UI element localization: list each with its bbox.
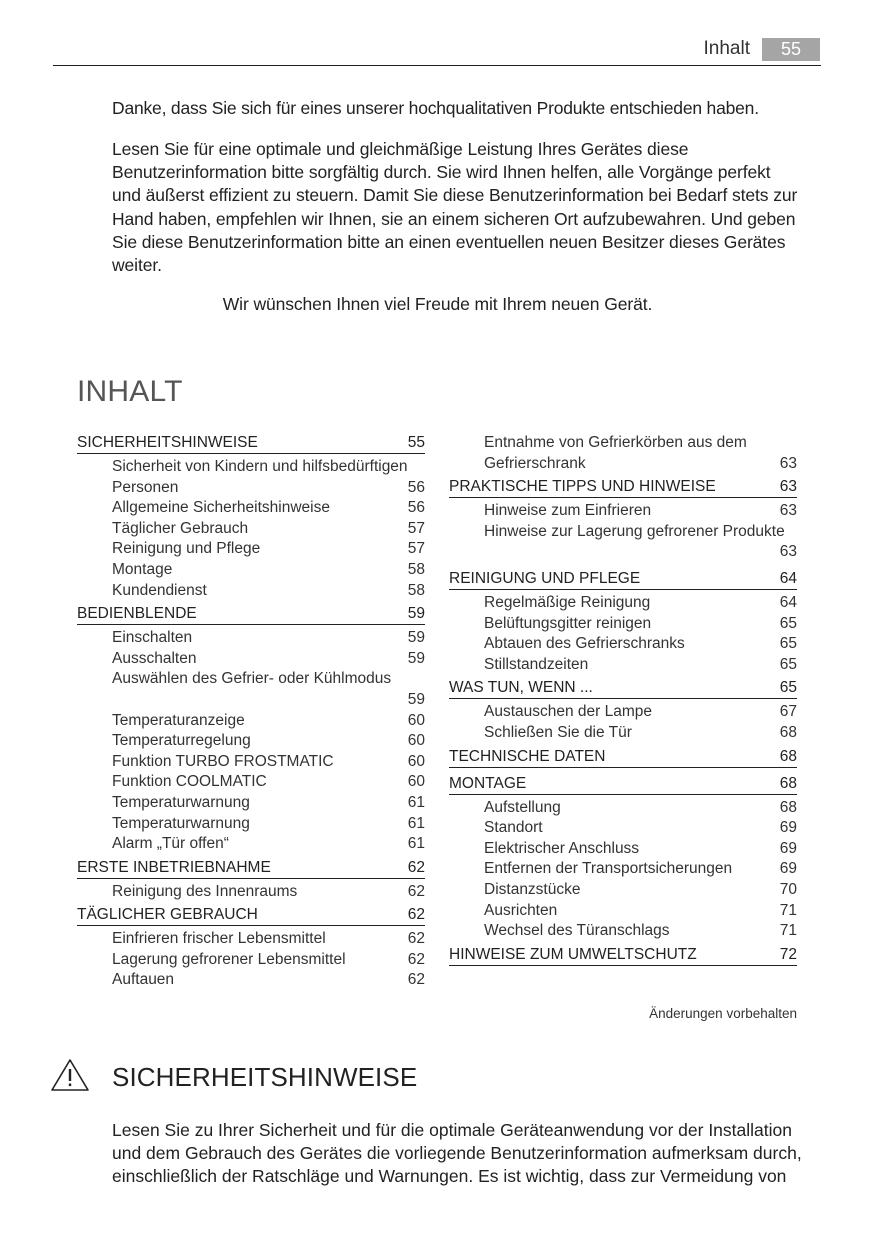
toc-entry-title: Hinweise zur Lagerung gefrorener Produkte <box>484 522 785 540</box>
intro-thanks: Danke, dass Sie sich für eines unserer hochqualitativen Produkte entschieden haben. <box>112 98 759 118</box>
toc-entry-page: 60 <box>407 732 425 750</box>
toc-entry-page: 59 <box>407 629 425 647</box>
toc-entry[interactable] <box>77 929 425 950</box>
toc-entry-title: Distanzstücke <box>484 880 581 898</box>
toc-entry-title: Auswählen des Gefrier- oder Kühlmodus <box>112 670 392 688</box>
toc-section-page: 72 <box>779 945 797 963</box>
toc-entry[interactable] <box>77 882 425 903</box>
toc-entry-title: Standort <box>484 819 543 837</box>
toc-entry-page: 60 <box>407 773 425 791</box>
toc-section[interactable] <box>77 858 425 879</box>
toc-entry-page: 64 <box>779 593 797 611</box>
toc-entry-page: 60 <box>407 711 425 729</box>
intro-wish: Wir wünschen Ihnen viel Freude mit Ihrem neuen Gerät. <box>222 294 653 314</box>
safety-paragraph: Lesen Sie zu Ihrer Sicherheit und für die optimale Geräteanwendung vor der Installation und dem Gebrauch des Gerätes die vorliegende Benutzerinformation aufmerksam durch, einschließlich der Ratschläge und Warnungen. Es ist wichtig, dass zur Vermeidung von <box>112 1120 802 1186</box>
section-title: SICHERHEITSHINWEISE <box>112 1062 418 1092</box>
toc-section-title: REINIGUNG UND PFLEGE <box>449 569 641 587</box>
toc-entry[interactable] <box>77 834 425 855</box>
toc-entry-title: Funktion TURBO FROSTMATIC <box>112 752 334 770</box>
toc-entry[interactable] <box>77 752 425 773</box>
header-divider <box>53 65 821 66</box>
toc-entry-page: 67 <box>779 703 797 721</box>
toc-entry-title: Austauschen der Lampe <box>484 703 653 721</box>
toc-entry[interactable] <box>77 628 425 649</box>
toc-entry-title: Reinigung des Innenraums <box>112 882 298 900</box>
toc-entry-title: Kundendienst <box>112 581 207 599</box>
toc-entry[interactable] <box>449 818 797 839</box>
toc-entry[interactable] <box>449 522 797 563</box>
toc-entry[interactable] <box>77 970 425 991</box>
toc-entry[interactable] <box>449 921 797 942</box>
toc-section[interactable] <box>449 945 797 966</box>
toc-entry[interactable] <box>449 433 797 474</box>
toc-entry[interactable] <box>77 814 425 835</box>
toc-section-title: ERSTE INBETRIEBNAHME <box>77 858 271 876</box>
toc-entry-page: 56 <box>407 478 425 496</box>
toc-entry[interactable] <box>77 669 425 710</box>
toc-entry-title: Ausrichten <box>484 901 558 919</box>
toc-entry[interactable] <box>77 950 425 971</box>
toc-right-column <box>449 433 797 969</box>
toc-entry[interactable] <box>449 798 797 819</box>
warning-triangle-icon <box>50 1058 90 1092</box>
toc-entry-title: Regelmäßige Reinigung <box>484 593 651 611</box>
toc-entry-title: Funktion COOLMATIC <box>112 773 267 791</box>
toc-entry-title: Temperaturanzeige <box>112 711 245 729</box>
toc-entry-title: Temperaturregelung <box>112 732 251 750</box>
toc-section-title: PRAKTISCHE TIPPS UND HINWEISE <box>449 478 716 496</box>
toc-entry-page: 68 <box>779 798 797 816</box>
toc-section-page: 63 <box>779 478 797 496</box>
toc-entry[interactable] <box>77 649 425 670</box>
toc-entry[interactable] <box>77 560 425 581</box>
toc-entry-title: Temperaturwarnung <box>112 793 250 811</box>
toc-entry[interactable] <box>449 901 797 922</box>
toc-entry-page: 65 <box>779 655 797 673</box>
toc-entry-page: 62 <box>407 971 425 989</box>
toc-entry-title: Abtauen des Gefrierschranks <box>484 635 685 653</box>
toc-entry-title: Auftauen <box>112 971 175 989</box>
toc-entry-title: Sicherheit von Kindern und hilfsbedürftigen Personen <box>112 458 408 496</box>
toc-entry-title: Einschalten <box>112 629 193 647</box>
toc-entry-title: Aufstellung <box>484 798 561 816</box>
toc-entry[interactable] <box>77 498 425 519</box>
toc-section[interactable] <box>77 433 425 454</box>
toc-entry-page: 71 <box>779 901 797 919</box>
toc-section-title: MONTAGE <box>449 774 527 792</box>
intro-paragraph: Lesen Sie für eine optimale und gleichmäßige Leistung Ihres Gerätes diese Benutzerinformation bitte sorgfältig durch. Sie wird Ihnen helfen, alle Vorgänge perfekt und äußerst effizient zu steuern. Damit Sie diese Benutzerinformation bei Bedarf stets zur Hand haben, empfehlen wir Ihnen, sie an einem sicheren Ort aufzubewahren. Und geben Sie diese Benutzerinformation bitte an einen eventuellen neuen Besitzer dieses Gerätes weiter. <box>112 139 798 276</box>
toc-section-page: 65 <box>779 679 797 697</box>
toc-entry-title: Allgemeine Sicherheitshinweise <box>112 499 330 517</box>
page-number: 55 <box>762 38 820 61</box>
toc-entry[interactable] <box>77 772 425 793</box>
toc-entry-page: 63 <box>779 454 797 472</box>
toc-entry[interactable] <box>449 702 797 723</box>
toc-section[interactable] <box>77 905 425 926</box>
toc-entry[interactable] <box>449 723 797 744</box>
toc-section-title: TÄGLICHER GEBRAUCH <box>77 906 258 924</box>
toc-entry-page: 62 <box>407 930 425 948</box>
toc-entry-page: 69 <box>779 860 797 878</box>
toc-section-page: 62 <box>407 858 425 876</box>
toc-entry-page: 61 <box>407 835 425 853</box>
toc-section-title: BEDIENBLENDE <box>77 605 197 623</box>
toc-entry-page: 69 <box>779 819 797 837</box>
toc-section[interactable] <box>449 774 797 795</box>
toc-entry-title: Ausschalten <box>112 649 197 667</box>
toc-entry-page: 62 <box>407 882 425 900</box>
toc-entry-page: 60 <box>407 752 425 770</box>
toc-entry-page: 59 <box>407 649 425 667</box>
toc-entry[interactable] <box>77 711 425 732</box>
toc-entry[interactable] <box>77 731 425 752</box>
toc-entry[interactable] <box>449 859 797 880</box>
toc-entry[interactable] <box>449 593 797 614</box>
toc-section-title: HINWEISE ZUM UMWELTSCHUTZ <box>449 945 697 963</box>
toc-entry-title: Entnahme von Gefrierkörben aus dem Gefrierschrank <box>484 434 747 472</box>
toc-entry[interactable] <box>449 634 797 655</box>
toc-entry-title: Elektrischer Anschluss <box>484 839 640 857</box>
toc-heading: INHALT <box>77 375 183 408</box>
toc-entry-title: Lagerung gefrorener Lebensmittel <box>112 950 346 968</box>
toc-section[interactable] <box>449 569 797 590</box>
toc-section-title: WAS TUN, WENN ... <box>449 679 593 697</box>
toc-entry-title: Täglicher Gebrauch <box>112 519 249 537</box>
toc-section-page: 62 <box>407 906 425 924</box>
toc-entry-title: Wechsel des Türanschlags <box>484 922 670 940</box>
toc-entry-page: 65 <box>779 635 797 653</box>
toc-section-page: 64 <box>779 569 797 587</box>
toc-section-page: 68 <box>779 774 797 792</box>
toc-entry[interactable] <box>449 655 797 676</box>
toc-entry-title: Reinigung und Pflege <box>112 540 261 558</box>
toc-entry[interactable] <box>77 457 425 498</box>
toc-entry-title: Entfernen der Transportsicherungen <box>484 860 733 878</box>
changes-note: Änderungen vorbehalten <box>649 1006 797 1021</box>
toc-section-page: 68 <box>779 747 797 765</box>
toc-section-title: TECHNISCHE DATEN <box>449 747 606 765</box>
toc-entry-page: 57 <box>407 540 425 558</box>
toc-entry-title: Einfrieren frischer Lebensmittel <box>112 930 326 948</box>
toc-entry[interactable] <box>449 501 797 522</box>
toc-entry-page: 70 <box>779 880 797 898</box>
toc-section[interactable] <box>449 678 797 699</box>
toc-entry-page: 63 <box>779 502 797 520</box>
toc-entry-page: 68 <box>779 723 797 741</box>
toc-left-column <box>77 433 425 991</box>
toc-entry-page: 56 <box>407 499 425 517</box>
toc-entry-title: Schließen Sie die Tür <box>484 723 632 741</box>
header-title: Inhalt <box>703 38 750 59</box>
toc-entry[interactable] <box>449 880 797 901</box>
toc-entry-page: 65 <box>779 614 797 632</box>
toc-entry-title: Temperaturwarnung <box>112 814 250 832</box>
toc-entry-page: 58 <box>407 581 425 599</box>
toc-section[interactable] <box>77 604 425 625</box>
toc-entry[interactable] <box>77 793 425 814</box>
toc-entry-page: 59 <box>407 690 425 708</box>
toc-entry-page: 58 <box>407 560 425 578</box>
toc-entry[interactable] <box>449 839 797 860</box>
toc-entry[interactable] <box>449 614 797 635</box>
toc-entry-page: 57 <box>407 519 425 537</box>
toc-section-page: 59 <box>407 605 425 623</box>
toc-entry[interactable] <box>77 581 425 602</box>
toc-entry[interactable] <box>77 519 425 540</box>
toc-entry-page: 61 <box>407 793 425 811</box>
toc-entry-page: 71 <box>779 922 797 940</box>
toc-entry-title: Alarm „Tür offen“ <box>112 835 229 853</box>
toc-entry[interactable] <box>77 539 425 560</box>
toc-entry-title: Belüftungsgitter reinigen <box>484 614 652 632</box>
toc-entry-page: 61 <box>407 814 425 832</box>
toc-section[interactable] <box>449 477 797 498</box>
toc-section-page: 55 <box>407 434 425 451</box>
toc-entry-page: 69 <box>779 839 797 857</box>
toc-entry-page: 63 <box>779 543 797 561</box>
toc-entry-title: Stillstandzeiten <box>484 655 589 673</box>
toc-entry-page: 62 <box>407 950 425 968</box>
toc-section-title: SICHERHEITSHINWEISE <box>77 434 258 451</box>
toc-section[interactable] <box>449 747 797 768</box>
toc-entry-title: Hinweise zum Einfrieren <box>484 502 652 520</box>
toc-entry-title: Montage <box>112 560 173 578</box>
